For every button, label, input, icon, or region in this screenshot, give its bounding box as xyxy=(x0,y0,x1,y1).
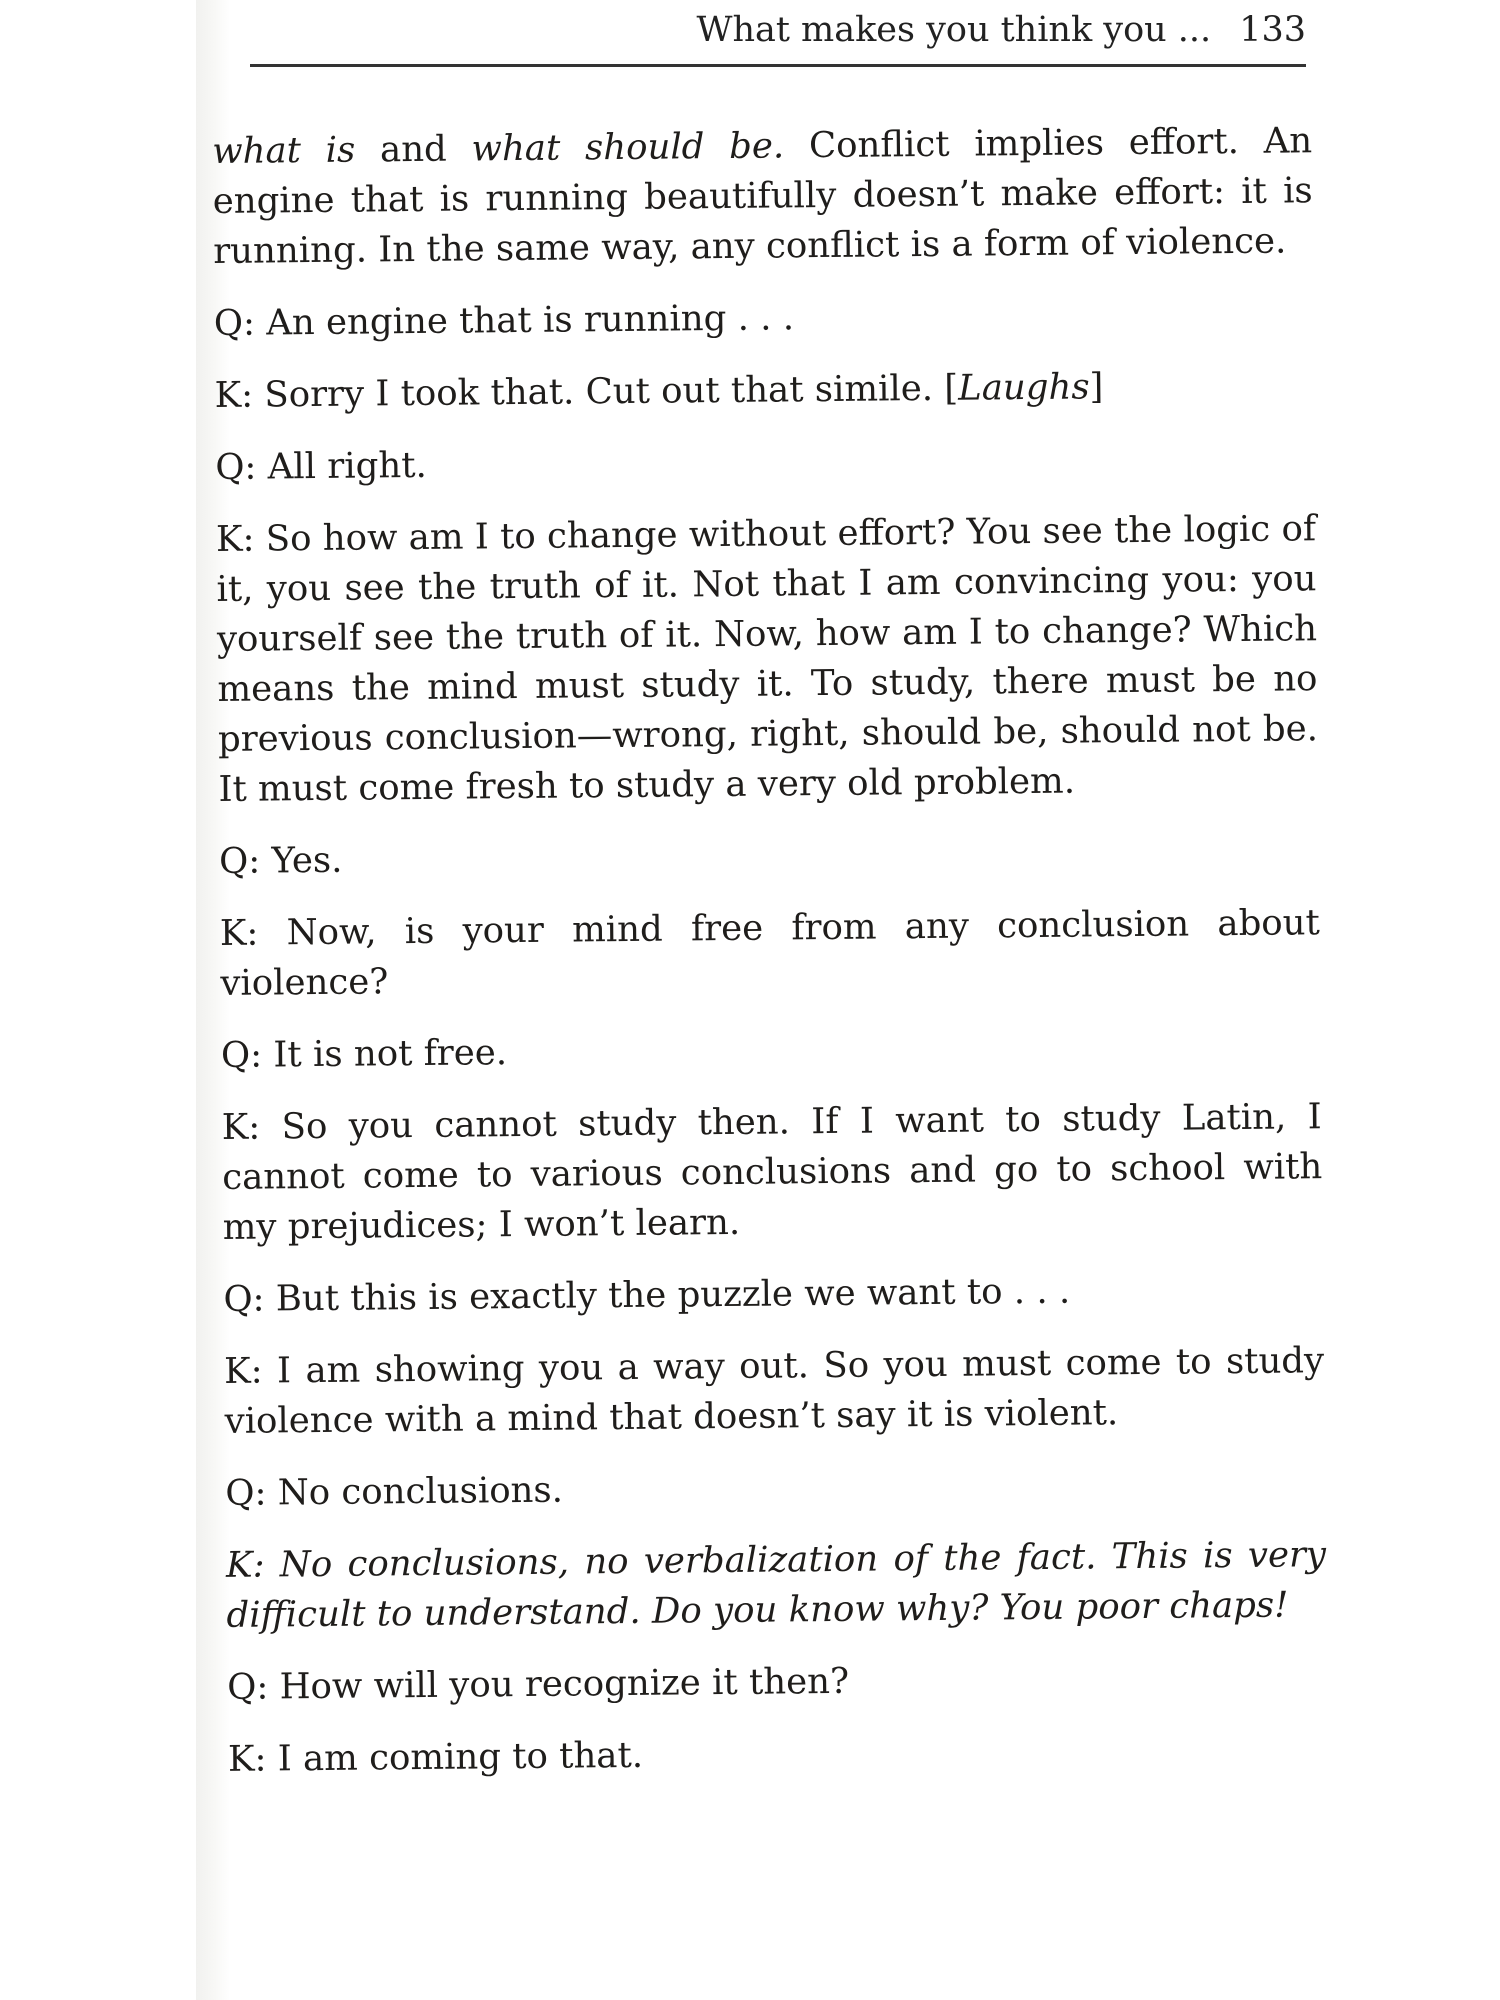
paragraph-11: K: I am showing you a way out. So you must come to study violence with a mind that doesn’t say it is violent. xyxy=(223,1340,1325,1442)
paragraph-10: Q: But this is exactly the puzzle we want to . . . xyxy=(223,1270,1071,1320)
page-number: 133 xyxy=(1239,10,1306,50)
paragraph-3-text-a: K: Sorry I took that. Cut out that simile. [ xyxy=(214,367,959,416)
header-rule xyxy=(250,64,1306,67)
paragraph-14: Q: How will you recognize it then? xyxy=(227,1660,850,1708)
running-title: What makes you think you ... xyxy=(696,10,1212,50)
body-text xyxy=(212,116,1328,1807)
emphasis-what-should-be: what should be. xyxy=(471,125,785,170)
paragraph-3-text-b: ] xyxy=(1089,366,1104,408)
paragraph-2: Q: An engine that is running . . . xyxy=(213,297,795,344)
page-header xyxy=(250,10,1306,58)
paragraph-13: K: No conclusions, no verbalization of the fact. This is very difficult to understand. Do you know why? You poor chaps! xyxy=(225,1534,1327,1636)
paragraph-4: Q: All right. xyxy=(215,444,427,488)
paragraph-7: K: Now, is your mind free from any conclusion about violence? xyxy=(219,902,1321,1004)
paragraph-1 xyxy=(212,116,1313,277)
paragraph-5: K: So how am I to change without effort? You see the logic of it, you see the truth of it. Not that I am convincing you: you yourself see the truth of it. Now, how am I to change? Which means the mind must study it. To study, there must be no previous conclusion—wrong, right, should be, should not be. It must come fresh to study a very old problem. xyxy=(215,508,1319,810)
emphasis-what-is: what is xyxy=(212,129,356,172)
paragraph-1-text-a: and xyxy=(355,128,472,171)
paragraph-15: K: I am coming to that. xyxy=(227,1734,644,1780)
paragraph-12: Q: No conclusions. xyxy=(225,1469,564,1514)
paragraph-9: K: So you cannot study then. If I want to study Latin, I cannot come to various conclusions and go to school with my prejudices; I won’t learn. xyxy=(221,1096,1323,1248)
paragraph-3 xyxy=(214,360,1314,421)
emphasis-laughs: Laughs xyxy=(957,366,1090,409)
paragraph-6: Q: Yes. xyxy=(218,839,343,882)
paragraph-8: Q: It is not free. xyxy=(220,1032,508,1076)
paragraph-1-text-b: Conflict implies effort. An engine that is running beautifully doesn’t make effort: it is running. In the same way, any conflict is a form of violence. xyxy=(212,120,1313,272)
